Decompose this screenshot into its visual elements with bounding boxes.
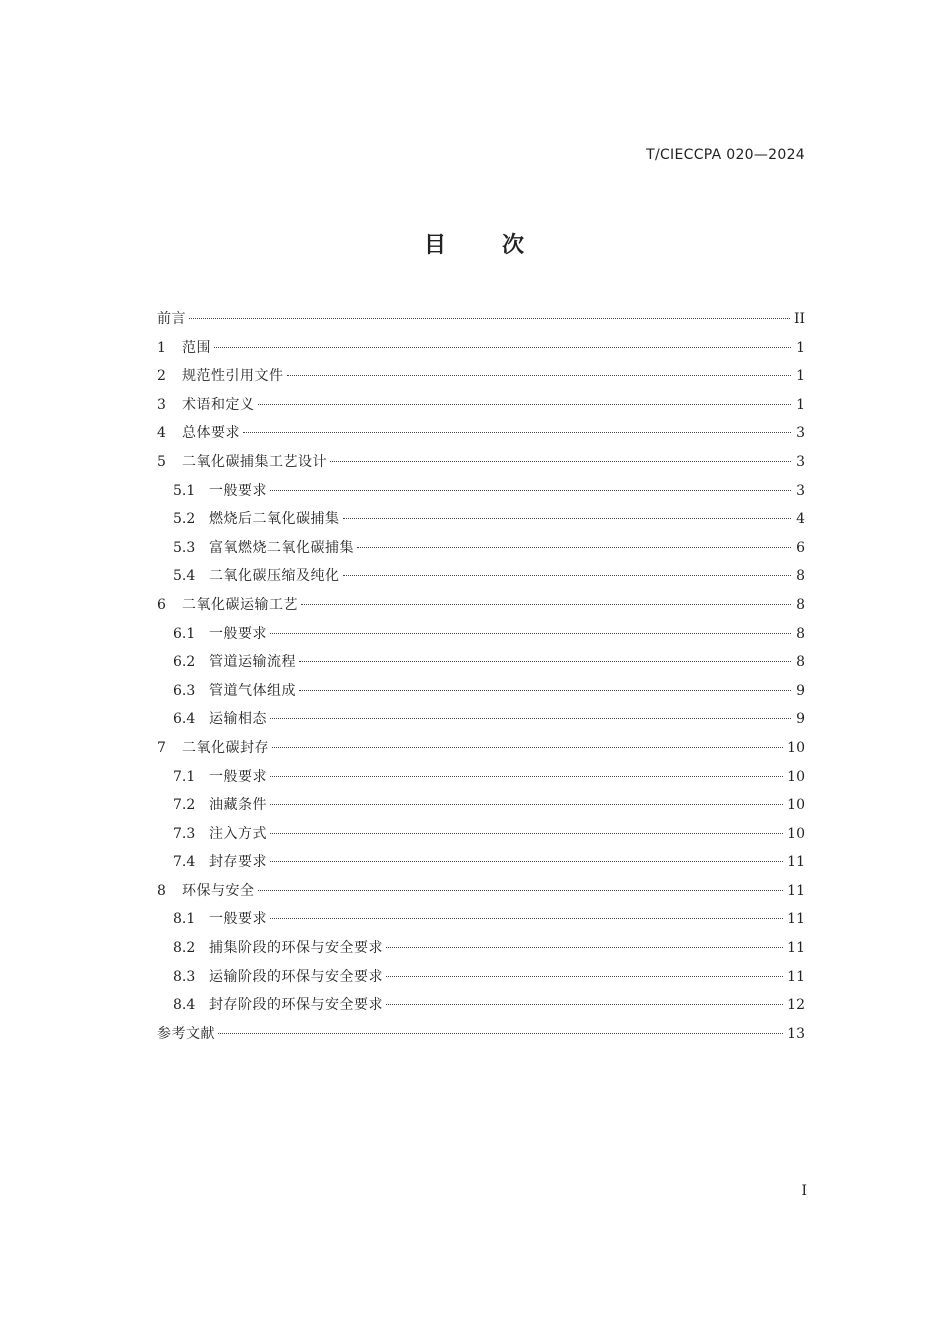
toc-entry-label: 一般要求 bbox=[209, 625, 267, 642]
toc-dot-leader bbox=[299, 690, 791, 691]
toc-entry-page: 11 bbox=[787, 911, 805, 928]
toc-entry-page: 10 bbox=[787, 739, 805, 756]
toc-dot-leader bbox=[270, 776, 783, 777]
toc-entry-number: 8.1 bbox=[173, 911, 196, 928]
toc-dot-leader bbox=[270, 490, 791, 491]
toc-entry-label: 管道气体组成 bbox=[209, 682, 296, 699]
toc-entry-label: 油藏条件 bbox=[209, 797, 267, 814]
toc-entry-page: 3 bbox=[796, 482, 805, 499]
toc-entry-number: 5.3 bbox=[173, 539, 196, 556]
toc-entry-page: 8 bbox=[796, 568, 805, 585]
toc-entry-page: 10 bbox=[787, 768, 805, 785]
toc-entry-page: 11 bbox=[787, 940, 805, 957]
toc-entry-page: 8 bbox=[796, 625, 805, 642]
toc-entry-page: 11 bbox=[787, 968, 805, 985]
toc-entry-label: 管道运输流程 bbox=[209, 654, 296, 671]
toc-entry-number: 5.2 bbox=[173, 511, 196, 528]
toc-dot-leader bbox=[270, 633, 791, 634]
toc-entry-label: 运输阶段的环保与安全要求 bbox=[209, 968, 383, 985]
toc-dot-leader bbox=[287, 375, 792, 376]
toc-entry-number: 6.3 bbox=[173, 682, 196, 699]
toc-entry-label: 总体要求 bbox=[182, 425, 240, 442]
toc-entry-number: 3 bbox=[157, 396, 166, 413]
toc-entry-page: II bbox=[793, 311, 805, 327]
toc-entry-label: 封存阶段的环保与安全要求 bbox=[209, 997, 383, 1014]
toc-entry[interactable] bbox=[157, 963, 805, 992]
toc-entry[interactable] bbox=[157, 591, 805, 620]
toc-entry-page: 1 bbox=[796, 368, 805, 385]
toc-entry[interactable] bbox=[157, 734, 805, 763]
toc-dot-leader bbox=[258, 890, 784, 891]
toc-entry[interactable] bbox=[157, 648, 805, 677]
toc-entry-number: 5.4 bbox=[173, 568, 196, 585]
toc-entry[interactable] bbox=[157, 791, 805, 820]
toc-entry-label: 术语和定义 bbox=[182, 396, 255, 413]
table-of-contents bbox=[157, 305, 805, 1048]
toc-dot-leader bbox=[272, 747, 783, 748]
toc-entry-page: 1 bbox=[796, 396, 805, 413]
toc-entry-number: 7.3 bbox=[173, 825, 196, 842]
toc-entry-number: 7 bbox=[157, 739, 166, 756]
toc-entry-page: 11 bbox=[787, 882, 805, 899]
toc-entry[interactable] bbox=[157, 934, 805, 963]
toc-entry-page: 1 bbox=[796, 339, 805, 356]
toc-entry-label: 注入方式 bbox=[209, 825, 267, 842]
toc-dot-leader bbox=[218, 1033, 783, 1034]
title-char-1: 目 bbox=[423, 233, 448, 258]
toc-entry-label: 封存要求 bbox=[209, 854, 267, 871]
title-char-2: 次 bbox=[502, 233, 527, 258]
toc-entry-number: 6 bbox=[157, 596, 166, 613]
toc-entry-number: 7.2 bbox=[173, 797, 196, 814]
document-code: T/CIECCPA 020—2024 bbox=[646, 147, 805, 163]
toc-dot-leader bbox=[270, 833, 783, 834]
toc-entry-label: 富氧燃烧二氧化碳捕集 bbox=[209, 539, 354, 556]
toc-entry-page: 8 bbox=[796, 654, 805, 671]
toc-entry-label: 一般要求 bbox=[209, 768, 267, 785]
toc-dot-leader bbox=[386, 947, 783, 948]
toc-entry-number: 7.4 bbox=[173, 854, 196, 871]
toc-dot-leader bbox=[243, 432, 791, 433]
page-number: I bbox=[801, 1183, 807, 1199]
toc-entry-number: 8 bbox=[157, 882, 166, 899]
toc-entry[interactable] bbox=[157, 705, 805, 734]
toc-entry-page: 3 bbox=[796, 453, 805, 470]
toc-entry-label: 运输相态 bbox=[209, 711, 267, 728]
toc-dot-leader bbox=[386, 1004, 783, 1005]
toc-entry-number: 5 bbox=[157, 453, 166, 470]
toc-entry-page: 9 bbox=[796, 682, 805, 699]
toc-entry-label: 二氧化碳运输工艺 bbox=[182, 596, 298, 613]
toc-entry-label: 范围 bbox=[182, 339, 211, 356]
toc-entry-page: 10 bbox=[787, 825, 805, 842]
toc-dot-leader bbox=[270, 918, 783, 919]
toc-entry-page: 12 bbox=[787, 997, 805, 1014]
toc-entry[interactable] bbox=[157, 534, 805, 563]
toc-entry-number: 1 bbox=[157, 339, 166, 356]
toc-entry-number: 2 bbox=[157, 368, 166, 385]
toc-entry[interactable] bbox=[157, 820, 805, 849]
toc-entry[interactable] bbox=[157, 562, 805, 591]
toc-entry-number: 8.4 bbox=[173, 997, 196, 1014]
toc-entry-label: 前言 bbox=[157, 311, 186, 327]
toc-entry-page: 3 bbox=[796, 425, 805, 442]
toc-dot-leader bbox=[386, 976, 783, 977]
toc-dot-leader bbox=[189, 318, 790, 319]
toc-dot-leader bbox=[258, 404, 792, 405]
toc-dot-leader bbox=[301, 604, 791, 605]
toc-entry-label: 一般要求 bbox=[209, 911, 267, 928]
toc-entry[interactable] bbox=[157, 848, 805, 877]
toc-entry[interactable] bbox=[157, 620, 805, 649]
page-title bbox=[0, 228, 950, 259]
toc-dot-leader bbox=[343, 518, 792, 519]
toc-entry[interactable] bbox=[157, 305, 805, 334]
toc-entry-number: 8.2 bbox=[173, 940, 196, 957]
toc-entry-label: 二氧化碳压缩及纯化 bbox=[209, 568, 340, 585]
toc-entry-label: 燃烧后二氧化碳捕集 bbox=[209, 511, 340, 528]
toc-entry[interactable] bbox=[157, 505, 805, 534]
toc-entry-page: 8 bbox=[796, 596, 805, 613]
toc-dot-leader bbox=[343, 575, 792, 576]
toc-entry-label: 二氧化碳捕集工艺设计 bbox=[182, 453, 327, 470]
toc-entry-number: 6.4 bbox=[173, 711, 196, 728]
toc-dot-leader bbox=[357, 547, 791, 548]
toc-entry[interactable] bbox=[157, 763, 805, 792]
toc-entry-number: 4 bbox=[157, 425, 166, 442]
toc-entry[interactable] bbox=[157, 477, 805, 506]
toc-entry[interactable] bbox=[157, 391, 805, 420]
toc-entry[interactable] bbox=[157, 334, 805, 363]
toc-entry[interactable] bbox=[157, 1020, 805, 1049]
toc-entry[interactable] bbox=[157, 991, 805, 1020]
toc-entry-number: 6.1 bbox=[173, 625, 196, 642]
toc-entry-number: 7.1 bbox=[173, 768, 196, 785]
toc-entry[interactable] bbox=[157, 419, 805, 448]
toc-entry-page: 11 bbox=[787, 854, 805, 871]
toc-entry[interactable] bbox=[157, 905, 805, 934]
toc-entry-label: 捕集阶段的环保与安全要求 bbox=[209, 940, 383, 957]
toc-entry[interactable] bbox=[157, 677, 805, 706]
toc-entry-label: 参考文献 bbox=[157, 1025, 215, 1042]
toc-entry[interactable] bbox=[157, 448, 805, 477]
toc-entry[interactable] bbox=[157, 362, 805, 391]
toc-entry-label: 二氧化碳封存 bbox=[182, 739, 269, 756]
toc-entry-label: 环保与安全 bbox=[182, 882, 255, 899]
toc-entry-page: 6 bbox=[796, 539, 805, 556]
toc-entry[interactable] bbox=[157, 877, 805, 906]
toc-entry-page: 9 bbox=[796, 711, 805, 728]
toc-dot-leader bbox=[270, 861, 783, 862]
toc-dot-leader bbox=[270, 718, 791, 719]
toc-entry-label: 一般要求 bbox=[209, 482, 267, 499]
toc-entry-page: 10 bbox=[787, 797, 805, 814]
toc-entry-number: 8.3 bbox=[173, 968, 196, 985]
toc-entry-number: 5.1 bbox=[173, 482, 196, 499]
toc-dot-leader bbox=[214, 347, 791, 348]
toc-dot-leader bbox=[330, 461, 791, 462]
toc-dot-leader bbox=[299, 661, 791, 662]
toc-dot-leader bbox=[270, 804, 783, 805]
toc-entry-page: 13 bbox=[787, 1025, 805, 1042]
toc-entry-page: 4 bbox=[796, 511, 805, 528]
toc-entry-number: 6.2 bbox=[173, 654, 196, 671]
toc-entry-label: 规范性引用文件 bbox=[182, 368, 284, 385]
